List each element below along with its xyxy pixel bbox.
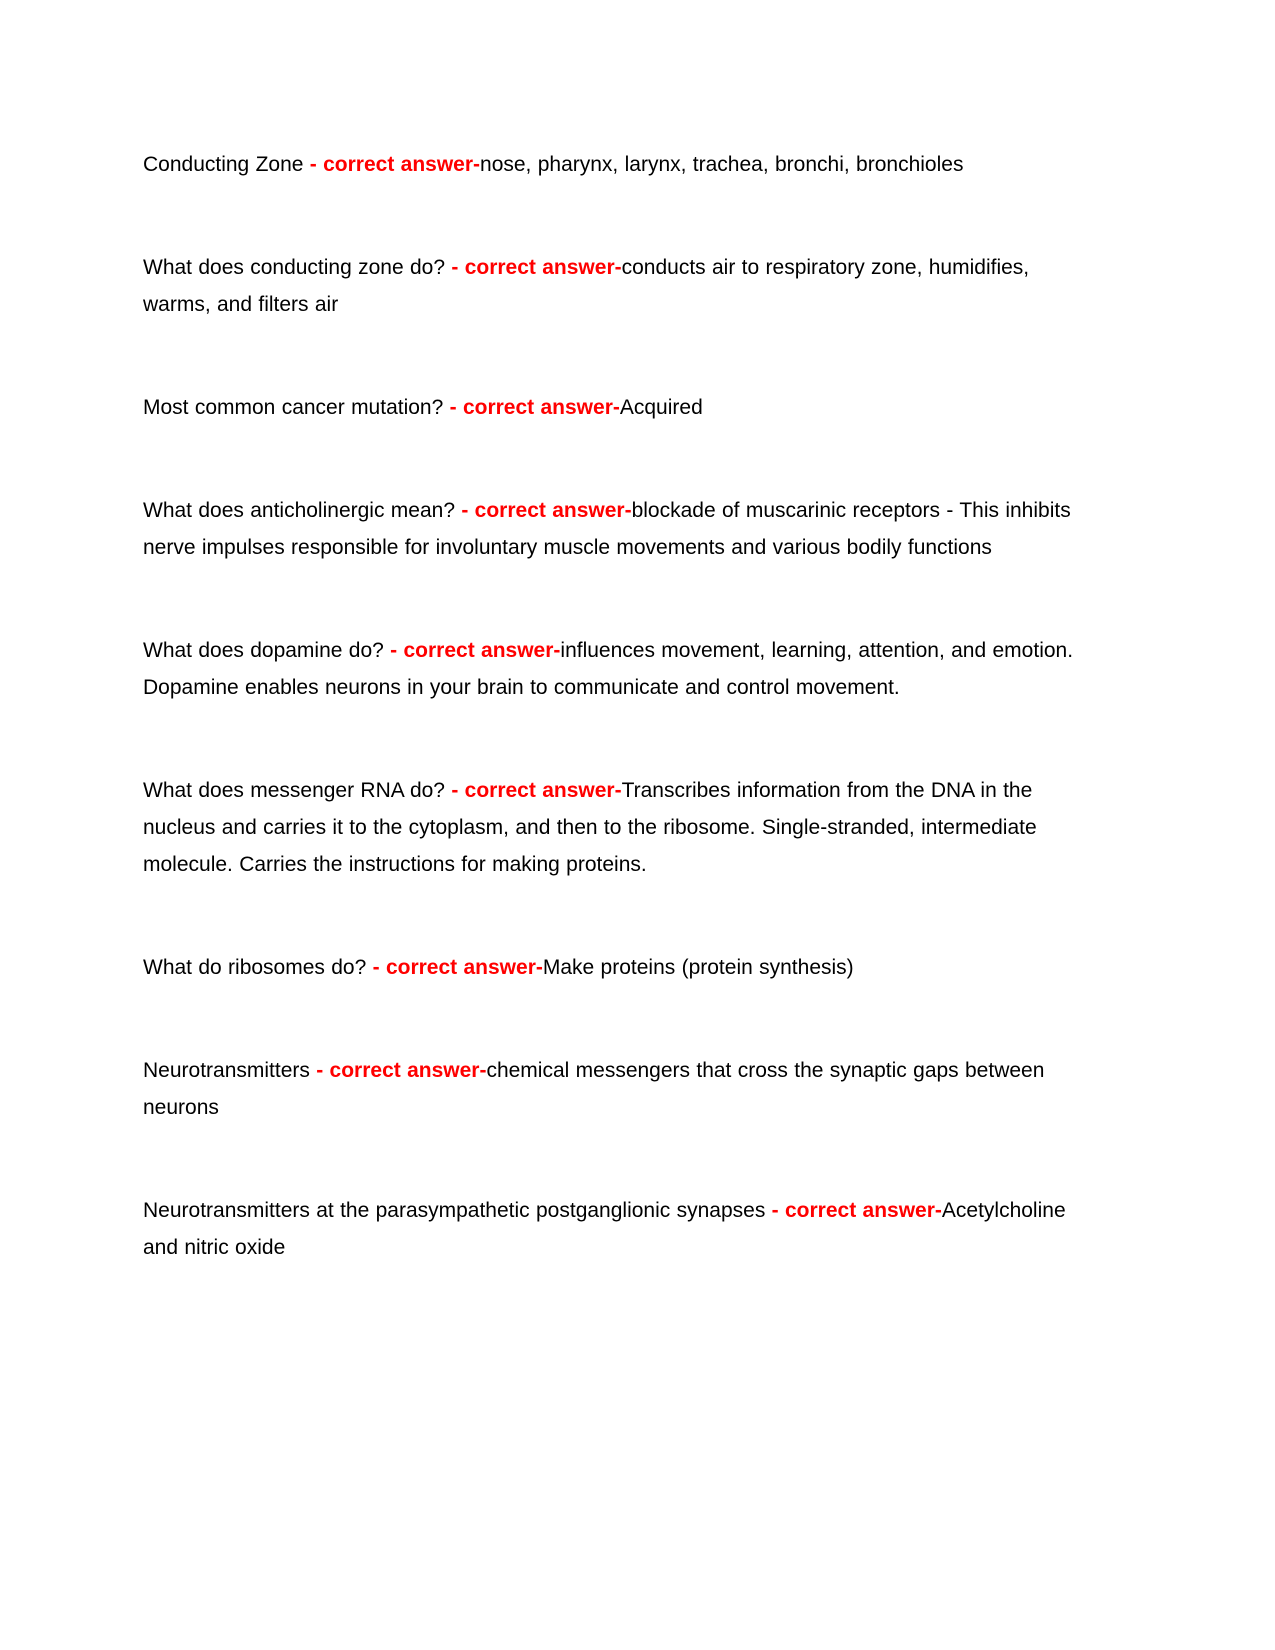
correct-answer-marker: - correct answer- (390, 639, 561, 662)
question-text: What does dopamine do? (143, 639, 391, 662)
question-text: Most common cancer mutation? (143, 396, 450, 419)
qa-entry (143, 492, 1090, 566)
qa-entries (143, 146, 1090, 1266)
correct-answer-marker: - correct answer- (316, 1059, 487, 1082)
qa-entry (143, 772, 1090, 883)
correct-answer-marker: - correct answer- (451, 256, 622, 279)
question-text: Neurotransmitters at the parasympathetic postganglionic synapses (143, 1199, 772, 1222)
answer-text: influences movement, learning, attention, and emotion. Dopamine enables neurons in your brain to communicate and control movement. (143, 639, 1074, 699)
answer-text: Acetylcholine and nitric oxide (143, 1199, 1066, 1259)
question-text: What does anticholinergic mean? (143, 499, 462, 522)
correct-answer-marker: - correct answer- (461, 499, 632, 522)
question-text: What does conducting zone do? (143, 256, 452, 279)
correct-answer-marker: - correct answer- (309, 153, 481, 176)
qa-entry (143, 1192, 1090, 1266)
qa-entry (143, 389, 1090, 426)
answer-text: chemical messengers that cross the synaptic gaps between neurons (143, 1059, 1045, 1119)
answer-text: Make proteins (protein synthesis) (542, 956, 854, 979)
correct-answer-marker: - correct answer- (451, 779, 622, 802)
correct-answer-marker: - correct answer- (372, 956, 543, 979)
question-text: What does messenger RNA do? (143, 779, 452, 802)
qa-entry (143, 632, 1090, 706)
correct-answer-marker: - correct answer- (449, 396, 620, 419)
qa-entry (143, 146, 1090, 183)
answer-text: Acquired (619, 396, 703, 419)
qa-entry (143, 1052, 1090, 1126)
question-text: Neurotransmitters (143, 1059, 317, 1082)
correct-answer-marker: - correct answer- (771, 1199, 942, 1222)
answer-text: conducts air to respiratory zone, humidifies, warms, and filters air (143, 256, 1030, 316)
answer-text: blockade of muscarinic receptors - This inhibits nerve impulses responsible for involuntary muscle movements and various bodily functions (143, 499, 1071, 559)
question-text: What do ribosomes do? (143, 956, 373, 979)
qa-entry (143, 949, 1090, 986)
question-text: Conducting Zone (143, 153, 310, 176)
answer-text: Transcribes information from the DNA in the nucleus and carries it to the cytoplasm, and then to the ribosome. Single-stranded, intermediate molecule. Carries the instructions for making proteins. (143, 779, 1037, 876)
qa-entry (143, 249, 1090, 323)
answer-text: nose, pharynx, larynx, trachea, bronchi, bronchioles (480, 153, 964, 176)
